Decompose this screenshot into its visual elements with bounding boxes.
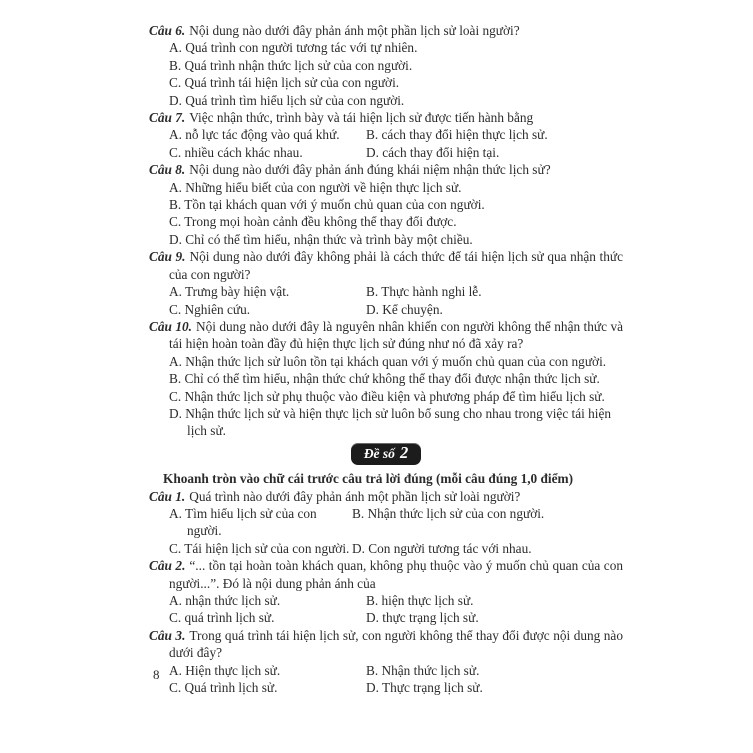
option-d: D. Chỉ có thể tìm hiểu, nhận thức và trình bày một chiều.	[169, 231, 473, 247]
question-label: Câu 3.	[149, 627, 186, 643]
option-c: C. Nhận thức lịch sử phụ thuộc vào điều kiện và phương pháp để tìm hiểu lịch sử.	[169, 388, 605, 404]
question-body: Việc nhận thức, trình bày và tái hiện lịch sử được tiến hành bằng	[189, 110, 534, 126]
option-b: B. Nhận thức lịch sử.	[366, 662, 480, 678]
question-body: Trong quá trình tái hiện lịch sử, con người không thể thay đổi được nội dung nào dưới đây?	[169, 627, 623, 661]
option-c: C. quá trình lịch sử.	[169, 610, 275, 626]
option-b: B. cách thay đổi hiện thực lịch sử.	[366, 127, 548, 143]
question-body: Nội dung nào dưới đây không phải là cách thức để tái hiện lịch sử qua nhận thức của con người?	[169, 249, 623, 282]
question-cau-7	[149, 109, 623, 161]
question-label: Câu 10.	[149, 318, 192, 334]
exam-number-badge	[351, 443, 421, 465]
question-cau-8	[149, 161, 623, 248]
options-list	[149, 353, 623, 440]
question-label: Câu 6.	[149, 23, 186, 38]
option-c: C. nhiều cách khác nhau.	[169, 144, 303, 160]
option-d: D. Con người tương tác với nhau.	[352, 540, 532, 556]
option-a: A. nhận thức lịch sử.	[169, 593, 281, 608]
question-cau-10	[149, 318, 623, 440]
option-d: D. thực trạng lịch sử.	[366, 610, 479, 626]
option-a: A. nỗ lực tác động vào quá khứ.	[169, 127, 340, 143]
page-number: 8	[153, 667, 160, 682]
badge-prefix-label: Đề số	[363, 445, 395, 461]
option-b: B. Chỉ có thể tìm hiểu, nhận thức chứ không thể thay đổi được nhận thức lịch sử.	[169, 371, 600, 387]
option-a: A. Quá trình con người tương tác với tự nhiên.	[169, 40, 418, 56]
option-c: C. Trong mọi hoàn cảnh đều không thể thay đổi được.	[169, 214, 457, 230]
option-d: D. Quá trình tìm hiểu lịch sử của con người.	[169, 92, 405, 108]
option-b: B. Quá trình nhận thức lịch sử của con người.	[169, 57, 413, 73]
question-cau-9	[149, 248, 623, 318]
question-label: Câu 1.	[149, 488, 186, 504]
question-label: Câu 8.	[149, 162, 186, 178]
option-c: C. Nghiên cứu.	[169, 301, 251, 317]
options-list	[149, 179, 623, 249]
option-d: D. Nhận thức lịch sử và hiện thực lịch sử luôn bổ sung cho nhau trong việc tái hiện lịch sử.	[169, 405, 612, 439]
option-c: C. Tái hiện lịch sử của con người.	[169, 540, 350, 556]
question-text	[149, 557, 623, 592]
option-d: D. Kể chuyện.	[366, 301, 443, 317]
question-text	[149, 627, 623, 662]
question-cau-6	[149, 22, 623, 109]
question-text	[149, 22, 623, 39]
question-body: Nội dung nào dưới đây phản ánh đúng khái niệm nhận thức lịch sử?	[189, 162, 551, 178]
option-a: A. Trưng bày hiện vật.	[169, 284, 290, 300]
question-body: “... tồn tại hoàn toàn khách quan, không phụ thuộc vào ý muốn chủ quan của con người...”. Đó là nội dung phản ánh của	[169, 558, 623, 591]
question-body: Nội dung nào dưới đây phản ánh một phần lịch sử loài người?	[189, 23, 520, 38]
question-label: Câu 9.	[149, 249, 186, 265]
option-b: B. Thực hành nghi lễ.	[366, 284, 482, 300]
options-list	[149, 39, 623, 109]
options-list	[149, 283, 623, 318]
options-list	[149, 592, 623, 627]
exam-instruction: Khoanh tròn vào chữ cái trước câu trả lời đúng (mỗi câu đúng 1,0 điểm)	[163, 471, 574, 487]
question-body: Nội dung nào dưới đây là nguyên nhân khiến con người không thể nhận thức và tái hiện hoàn toàn đầy đủ hiện thực lịch sử đúng như nó đã xảy ra?	[169, 318, 624, 352]
question-de2-cau-3	[149, 627, 623, 697]
option-d: D. Thực trạng lịch sử.	[366, 680, 483, 696]
option-a: A. Những hiểu biết của con người về hiện thực lịch sử.	[169, 179, 462, 195]
question-text	[149, 318, 623, 353]
question-text	[149, 109, 623, 126]
question-de2-cau-1	[149, 488, 623, 558]
question-label: Câu 2.	[149, 558, 186, 574]
option-c: C. Quá trình lịch sử.	[169, 680, 278, 696]
options-list	[149, 126, 623, 161]
scanned-test-page	[149, 22, 623, 696]
option-c: C. Quá trình tái hiện lịch sử của con người.	[169, 75, 400, 91]
question-body: Quá trình nào dưới đây phản ánh một phần lịch sử loài người?	[189, 488, 521, 504]
option-d: D. cách thay đổi hiện tại.	[366, 144, 500, 160]
options-list	[149, 505, 623, 557]
option-b: B. Tồn tại khách quan với ý muốn chủ quan của con người.	[169, 197, 485, 213]
badge-number: 2	[399, 442, 409, 462]
question-text	[149, 248, 623, 283]
question-de2-cau-2	[149, 557, 623, 627]
question-text	[149, 161, 623, 178]
question-text	[149, 488, 623, 505]
option-a: A. Tìm hiểu lịch sử của con người.	[169, 505, 317, 539]
options-list	[149, 662, 623, 697]
question-label: Câu 7.	[149, 110, 186, 126]
option-b: B. Nhận thức lịch sử của con người.	[352, 505, 545, 521]
option-a: A. Hiện thực lịch sử.	[169, 662, 281, 678]
option-a: A. Nhận thức lịch sử luôn tồn tại khách quan với ý muốn chủ quan của con người.	[169, 353, 607, 369]
option-b: B. hiện thực lịch sử.	[366, 593, 474, 608]
exam-divider	[149, 443, 623, 465]
